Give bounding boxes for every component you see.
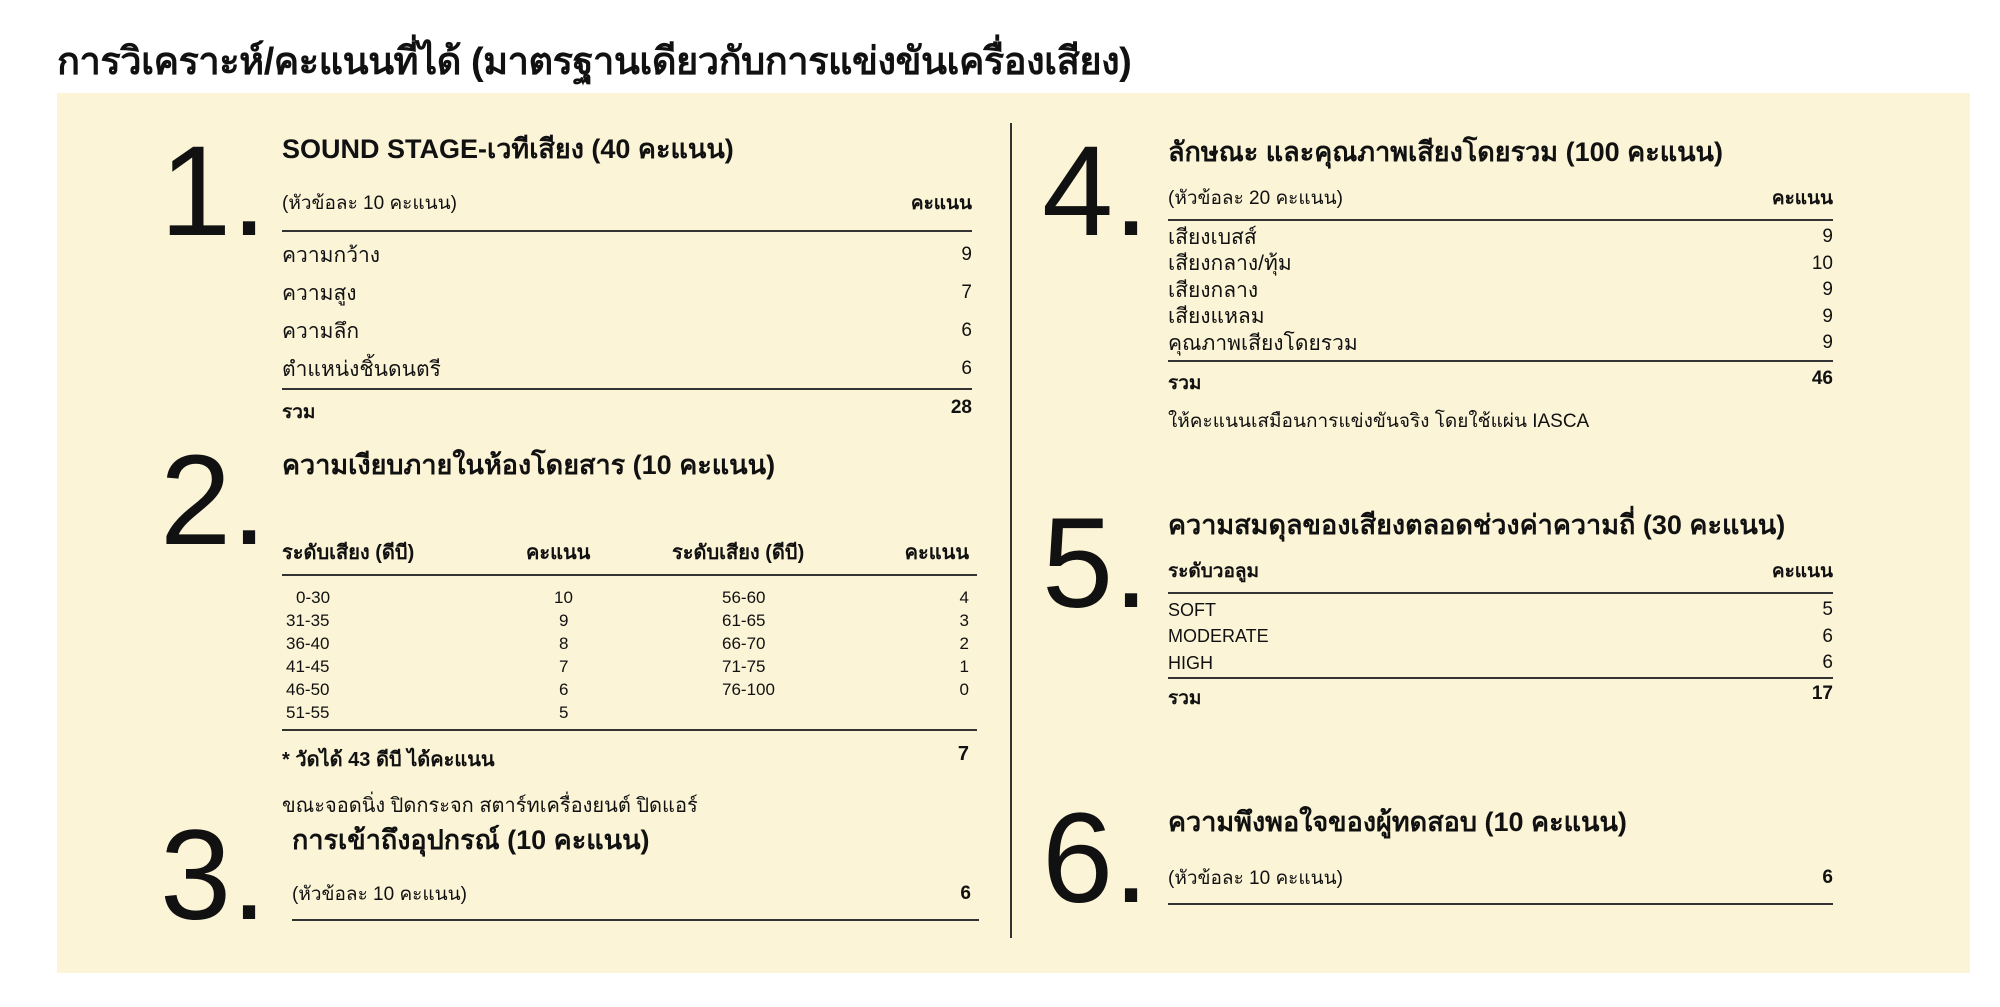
section-1-total: รวม 28 <box>282 397 972 423</box>
section-6-title: ความพึงพอใจของผู้ทดสอบ (10 คะแนน) <box>1168 807 1627 837</box>
section-2-number: 2. <box>160 429 267 572</box>
table-cell: 31-35 <box>286 611 330 630</box>
page-title: การวิเคราะห์/คะแนนที่ได้ (มาตรฐานเดียวกับการแข่งขันเครื่องเสียง) <box>57 41 1132 83</box>
table-cell: 0 <box>959 680 969 699</box>
table-cell: 10 <box>554 588 573 607</box>
table-cell: 8 <box>559 634 569 653</box>
section-4-subheader: (หัวข้อละ 20 คะแนน) <box>1168 188 1343 209</box>
section-2-measured: * วัดได้ 43 ดีบี ได้คะแนน 7 <box>282 743 969 771</box>
table-cell: 3 <box>959 611 969 630</box>
section-3-subheader: (หัวข้อละ 10 คะแนน) <box>292 884 467 905</box>
section-2 <box>282 443 977 821</box>
section-4-score-label: คะแนน <box>1771 188 1833 209</box>
section-5-title: ความสมดุลของเสียงตลอดช่วงค่าความถี่ (30 คะแนน) <box>1168 510 1786 540</box>
section-4-title: ลักษณะ และคุณภาพเสียงโดยรวม (100 คะแนน) <box>1168 137 1724 167</box>
column-divider <box>1010 123 1012 938</box>
section-5-rows <box>1168 594 1833 677</box>
section-6-subheader: (หัวข้อละ 10 คะแนน) <box>1168 868 1343 889</box>
table-row: ความลึก 6 <box>282 319 972 343</box>
table-row: เสียงกลาง 9 <box>1168 278 1833 302</box>
section-1-title: SOUND STAGE-เวทีเสียง (40 คะแนน) <box>282 134 734 164</box>
section-3-number: 3. <box>160 804 267 947</box>
table-cell: 71-75 <box>722 657 766 676</box>
table-cell: 66-70 <box>722 634 766 653</box>
section-6-value: 6 <box>1822 867 1833 888</box>
table-cell: 76-100 <box>722 680 775 699</box>
section-1-rows <box>282 232 972 388</box>
table-cell: 51-55 <box>286 703 330 722</box>
table-cell: 4 <box>959 588 969 607</box>
table-row: เสียงเบสส์ 9 <box>1168 225 1833 249</box>
table-row: HIGH 6 <box>1168 652 1833 674</box>
table-cell: 56-60 <box>722 588 766 607</box>
section-2-title: ความเงียบภายในห้องโดยสาร (10 คะแนน) <box>282 450 776 480</box>
section-4-rows <box>1168 221 1833 357</box>
section-5-number: 5. <box>1042 492 1149 635</box>
table-row: ตำแหน่งชิ้นดนตรี 6 <box>282 357 972 381</box>
section-5-total: รวม 17 <box>1168 682 1833 709</box>
table-cell: 2 <box>959 634 969 653</box>
section-2-note: ขณะจอดนิ่ง ปิดกระจก สตาร์ทเครื่องยนต์ ปิดแอร์ <box>282 795 698 817</box>
table-row: SOFT 5 <box>1168 599 1833 621</box>
col-header-level-1: ระดับเสียง (ดีบี) <box>282 542 415 564</box>
table-cell: 5 <box>559 703 569 722</box>
table-row: เสียงกลาง/ทุ้ม 10 <box>1168 252 1833 276</box>
section-1-score-label: คะแนน <box>910 193 972 214</box>
section-5-score-label: คะแนน <box>1771 561 1833 582</box>
section-3-value: 6 <box>960 883 971 904</box>
table-cell: 61-65 <box>722 611 766 630</box>
table-cell: 36-40 <box>286 634 330 653</box>
section-4-note: ให้คะแนนเสมือนการแข่งขันจริง โดยใช้แผ่น IASCA <box>1168 410 1590 432</box>
table-cell: 41-45 <box>286 657 330 676</box>
table-cell: 0-30 <box>296 588 331 607</box>
table-row: เสียงแหลม 9 <box>1168 305 1833 329</box>
table-row: คุณภาพเสียงโดยรวม 9 <box>1168 331 1833 355</box>
section-4-number: 4. <box>1042 120 1149 263</box>
section-4-total: รวม 46 <box>1168 367 1833 394</box>
table-row: MODERATE 6 <box>1168 625 1833 647</box>
col-header-score-1: คะแนน <box>526 542 591 564</box>
table-cell: 1 <box>959 657 969 676</box>
section-4 <box>1168 130 1833 436</box>
section-6 <box>1168 800 1833 905</box>
section-1-subheader: (หัวข้อละ 10 คะแนน) <box>282 193 457 214</box>
table-cell: 7 <box>559 657 569 676</box>
table-cell: 9 <box>559 611 569 630</box>
col-header-score-2: คะแนน <box>904 542 969 564</box>
section-6-number: 6. <box>1042 787 1149 930</box>
table-cell: 46-50 <box>286 680 330 699</box>
section-1 <box>282 127 972 427</box>
col-header-level-2: ระดับเสียง (ดีบี) <box>672 542 805 564</box>
table-cell: 6 <box>559 680 569 699</box>
section-5 <box>1168 503 1833 713</box>
table-row: ความกว้าง 9 <box>282 243 972 267</box>
section-5-subheader: ระดับวอลูม <box>1168 561 1260 582</box>
section-1-number: 1. <box>160 120 267 263</box>
table-row: ความสูง 7 <box>282 281 972 305</box>
section-3 <box>292 818 979 921</box>
section-3-title: การเข้าถึงอุปกรณ์ (10 คะแนน) <box>292 825 650 855</box>
